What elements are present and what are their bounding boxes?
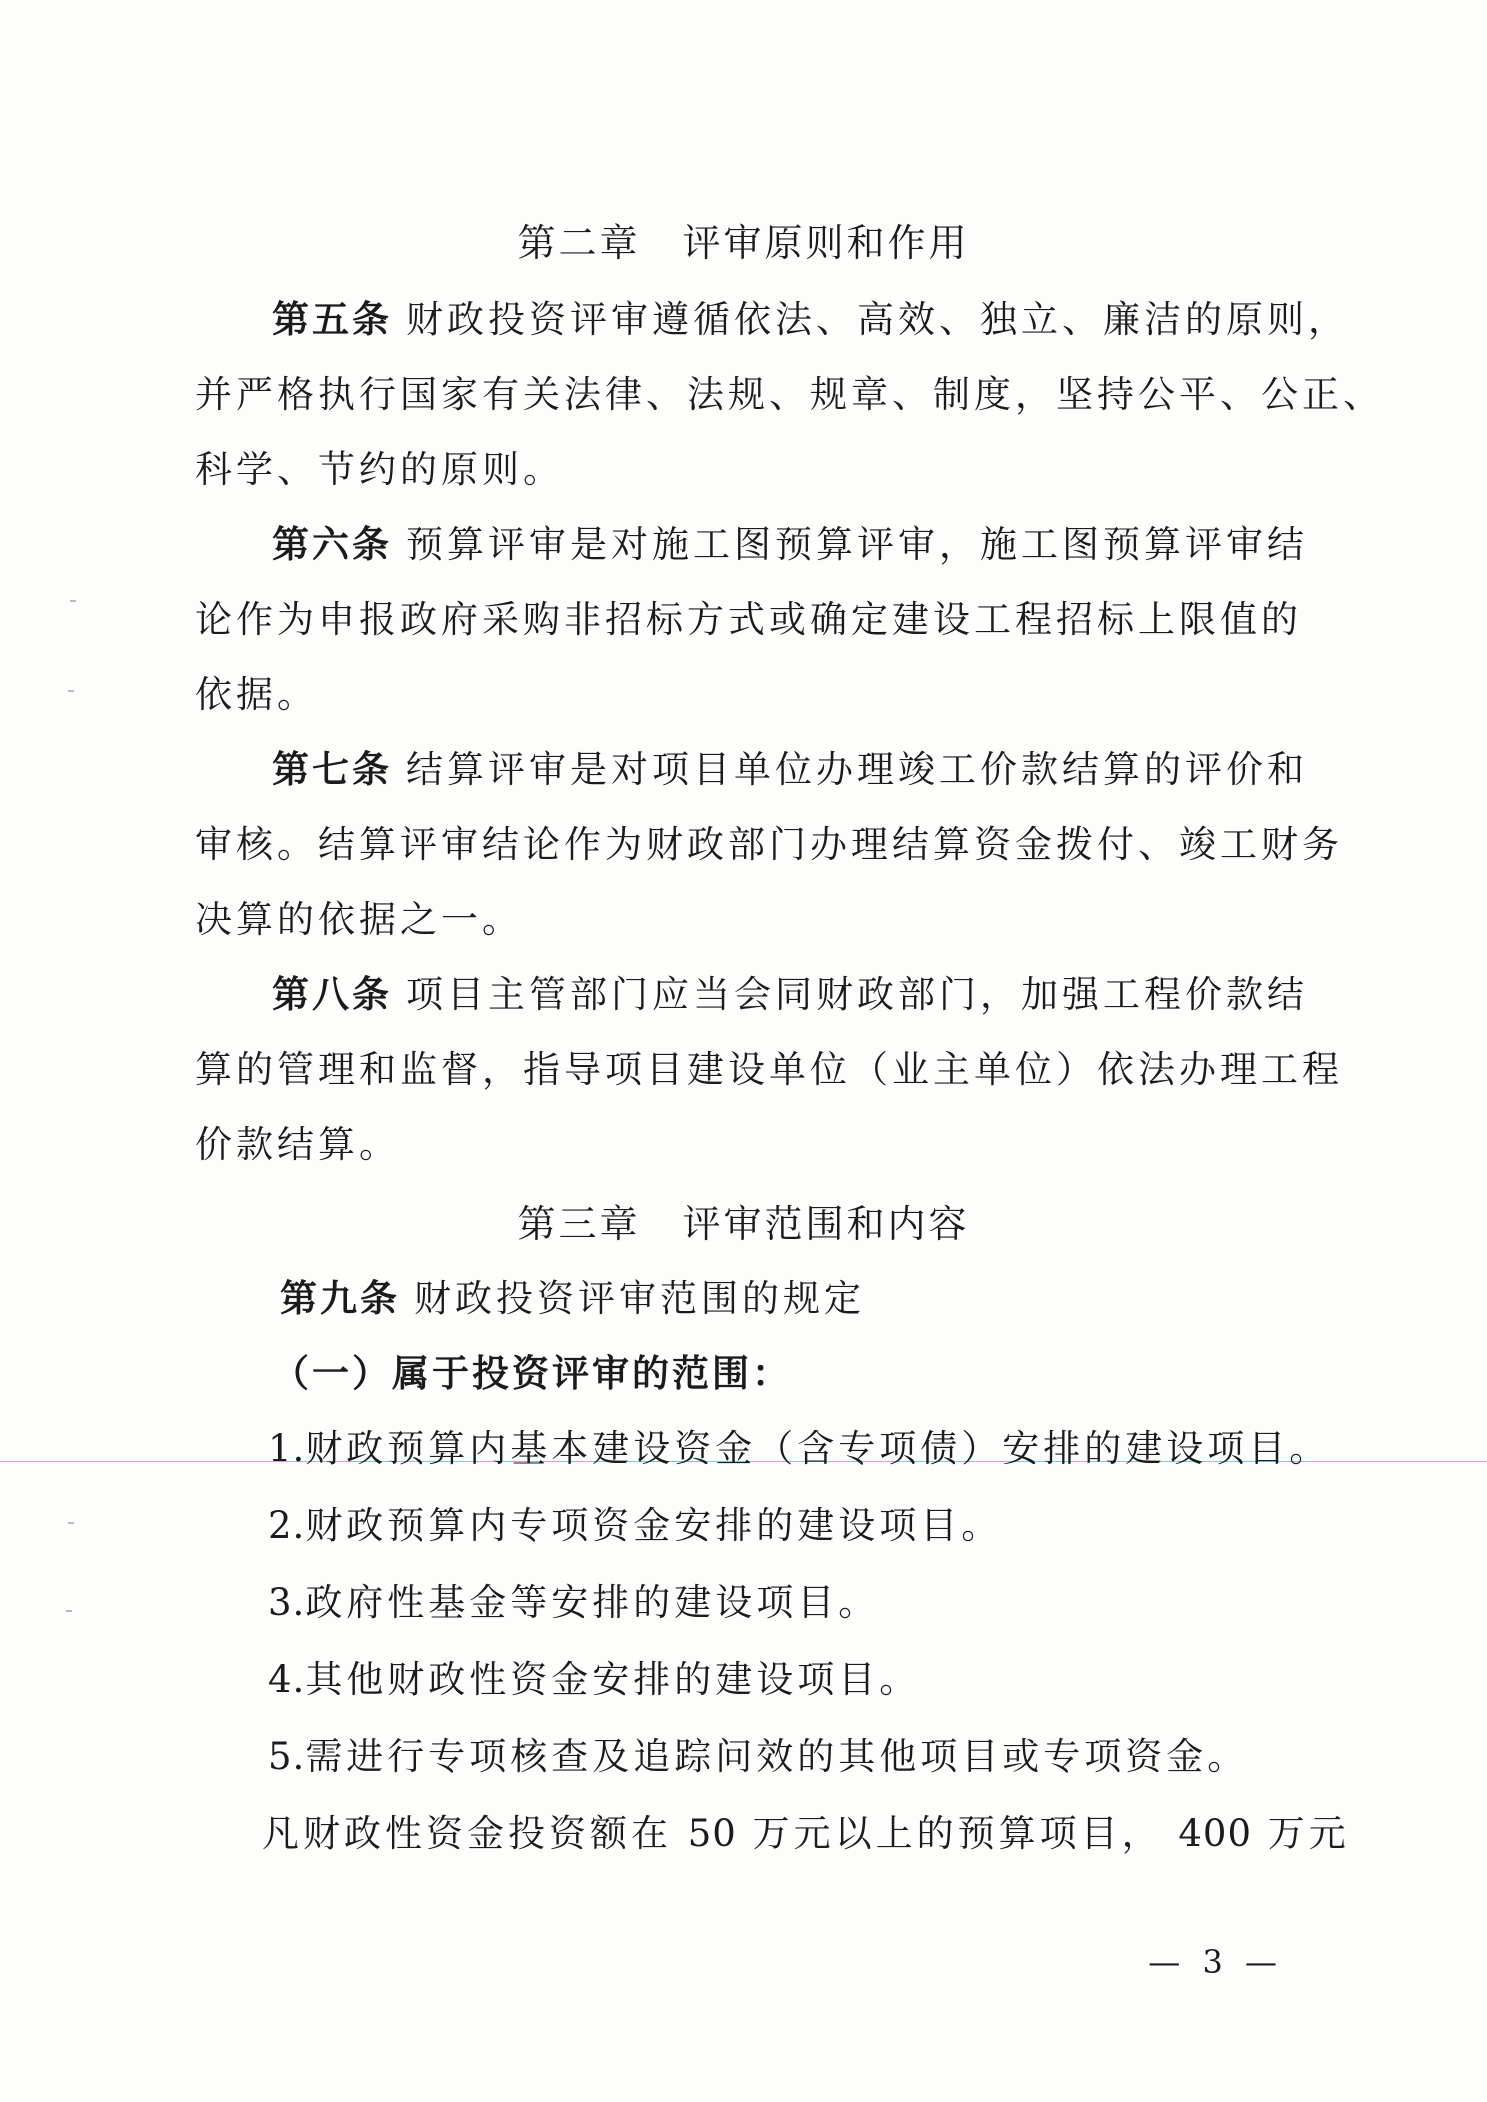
list-item-4-text: 其他财政性资金安排的建设项目。 [305, 1658, 921, 1701]
list-item-3-text: 政府性基金等安排的建设项目。 [305, 1581, 880, 1624]
article-5-line-2: 并严格执行国家有关法律、法规、规章、制度，坚持公平、公正、 [195, 373, 1384, 416]
final-line-part-c: 万元 [1267, 1812, 1350, 1855]
article-5-line-3: 科学、节约的原则。 [195, 448, 564, 491]
list-item-5-number: 5. [268, 1735, 306, 1778]
scan-speck [68, 1522, 74, 1524]
article-5-label: 第五条 [272, 298, 392, 341]
list-item-5-text: 需进行专项核查及追踪问效的其他项目或专项资金。 [305, 1735, 1249, 1778]
final-line-amount-1: 50 [687, 1812, 737, 1855]
final-line-amount-2: 400 [1178, 1812, 1253, 1855]
article-7-text-1: 结算评审是对项目单位办理竣工价款结算的评价和 [406, 748, 1308, 791]
list-item-2-text: 财政预算内专项资金安排的建设项目。 [305, 1504, 1003, 1547]
list-item-1-text: 财政预算内基本建设资金（含专项债）安排的建设项目。 [305, 1427, 1331, 1470]
scan-speck [70, 600, 76, 602]
article-8-line-1 [272, 972, 1372, 1018]
final-line-part-b: 万元以上的预算项目， [752, 1812, 1163, 1855]
article-9-label: 第九条 [280, 1277, 400, 1320]
article-8-line-2: 算的管理和监督，指导项目建设单位（业主单位）依法办理工程 [195, 1048, 1343, 1091]
list-item-3 [268, 1580, 1368, 1626]
chapter-3-label: 第三章 [517, 1202, 641, 1246]
list-item-4 [268, 1657, 1368, 1703]
article-7-line-3: 决算的依据之一。 [195, 898, 523, 941]
chapter-3-title: 评审范围和内容 [682, 1202, 970, 1246]
page-number: — 3 — [1148, 1943, 1283, 1981]
final-line-part-a: 凡财政性资金投资额在 [262, 1812, 672, 1855]
article-5-text-1: 财政投资评审遵循依法、高效、独立、廉洁的原则， [406, 298, 1349, 341]
list-item-2 [268, 1503, 1368, 1549]
list-item-1 [268, 1426, 1368, 1472]
article-7-line-2: 审核。结算评审结论作为财政部门办理结算资金拨付、竣工财务 [195, 823, 1343, 866]
article-5-line-1 [272, 297, 1372, 343]
scan-speck [68, 690, 74, 692]
chapter-2-label: 第二章 [517, 221, 641, 265]
list-item-3-number: 3. [268, 1581, 306, 1624]
scan-speck [66, 1610, 72, 1612]
article-9-line [280, 1276, 1380, 1322]
scope-heading: （一）属于投资评审的范围： [272, 1352, 792, 1395]
list-item-4-number: 4. [268, 1658, 306, 1701]
article-6-line-2: 论作为申报政府采购非招标方式或确定建设工程招标上限值的 [195, 598, 1302, 641]
chapter-2-heading [0, 220, 1487, 266]
chapter-2-title: 评审原则和作用 [682, 221, 970, 265]
article-8-label: 第八条 [272, 973, 392, 1016]
list-item-5 [268, 1734, 1368, 1780]
article-8-text-1: 项目主管部门应当会同财政部门，加强工程价款结 [406, 973, 1308, 1016]
article-7-line-1 [272, 747, 1372, 793]
article-6-label: 第六条 [272, 523, 392, 566]
article-9-text: 财政投资评审范围的规定 [414, 1277, 865, 1320]
chapter-3-heading [0, 1201, 1487, 1247]
final-paragraph-line [262, 1811, 1362, 1857]
article-6-line-3: 依据。 [195, 673, 318, 716]
article-6-text-1: 预算评审是对施工图预算评审，施工图预算评审结 [406, 523, 1308, 566]
article-8-line-3: 价款结算。 [195, 1123, 400, 1166]
article-6-line-1 [272, 522, 1372, 568]
list-item-2-number: 2. [268, 1504, 306, 1547]
list-item-1-number: 1. [268, 1427, 306, 1470]
article-7-label: 第七条 [272, 748, 392, 791]
